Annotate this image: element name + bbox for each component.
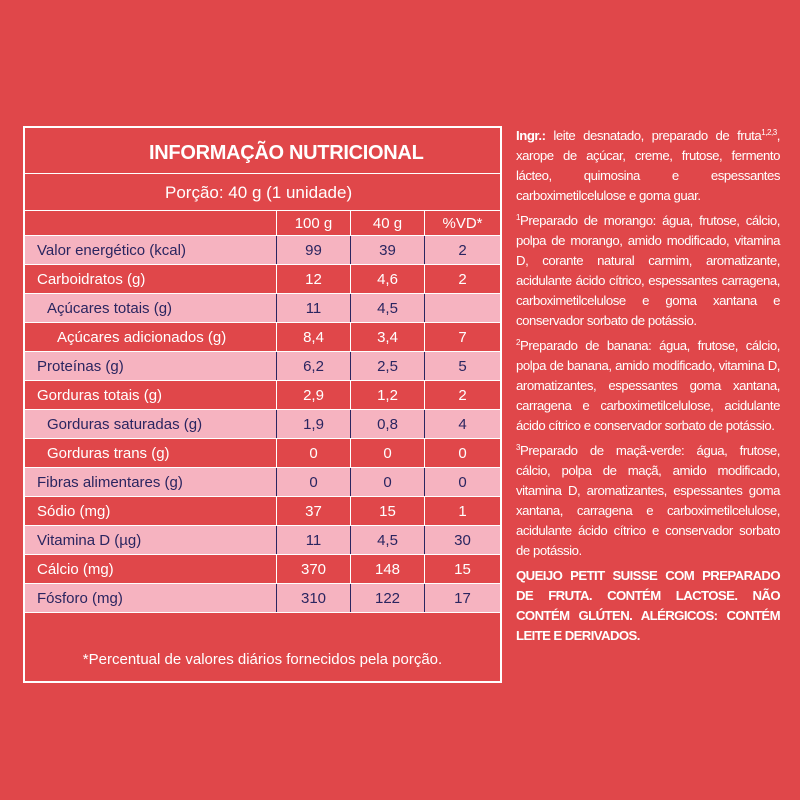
value-40g: 3,4 [350,323,424,351]
note-text: Preparado de banana: água, frutose, cálcio, polpa de banana, amido modificado, vitamina D, aromatizantes, espessantes goma xantana, carragena e carboximetilcelulose, acidulante ácido cítrico e conservador sorbato de potássio. [516,338,780,433]
ingredients-intro [516,126,780,206]
ingredients-text-rest: , xarope de açúcar, creme, frutose, fermento lácteo, quimosina e espessantes carboximetilcelulose e goma guar. [516,128,781,203]
value-vd: 7 [424,323,500,351]
value-vd: 1 [424,497,500,525]
nutrition-title: INFORMAÇÃO NUTRICIONAL [25,128,500,174]
table-row [25,584,500,613]
nutrient-name: Valor energético (kcal) [37,242,186,259]
value-40g: 4,5 [350,294,424,322]
nutrient-name: Açúcares totais (g) [47,300,173,317]
value-100g: 1,9 [276,410,350,438]
value-100g: 11 [276,526,350,554]
nutrient-name: Fibras alimentares (g) [37,474,183,491]
value-vd [424,294,500,322]
value-40g: 148 [350,555,424,583]
note-text: Preparado de morango: água, frutose, cálcio, polpa de morango, amido modificado, vitamina D, corante natural carmim, aromatizante, acidulante ácido cítrico, espessantes carragena, carboximetilcelulose e goma xantana e conservador sorbato de potássio. [516,213,780,328]
value-100g: 11 [276,294,350,322]
nutrient-name: Gorduras saturadas (g) [47,416,203,433]
value-100g: 37 [276,497,350,525]
value-100g: 6,2 [276,352,350,380]
value-vd: 2 [424,236,500,264]
ingredients-panel [516,126,780,646]
ingredients-text: leite desnatado, preparado de fruta [553,128,762,143]
table-row [25,439,500,468]
value-vd: 15 [424,555,500,583]
value-40g: 122 [350,584,424,612]
value-40g: 4,6 [350,265,424,293]
nutrient-name: Açúcares adicionados (g) [57,329,227,346]
table-row [25,352,500,381]
allergen-warning: QUEIJO PETIT SUISSE COM PREPARADO DE FRUTA. CONTÉM LACTOSE. NÃO CONTÉM GLÚTEN. ALÉRGICOS: CONTÉM LEITE E DERIVADOS. [516,568,780,643]
value-vd: 4 [424,410,500,438]
table-header-row [25,211,500,236]
value-vd: 30 [424,526,500,554]
table-footnote: *Percentual de valores diários fornecidos pela porção. [82,651,443,668]
ingredient-note-green-apple [516,441,780,561]
note-number: 3 [516,443,520,452]
ingredients-label: Ingr.: [516,128,546,143]
value-100g: 310 [276,584,350,612]
nutrient-name: Sódio (mg) [37,503,111,520]
value-100g: 99 [276,236,350,264]
table-row [25,294,500,323]
value-40g: 1,2 [350,381,424,409]
value-100g: 2,9 [276,381,350,409]
nutrition-table [23,126,502,683]
table-row [25,265,500,294]
ingredient-note-banana [516,336,780,436]
table-row [25,468,500,497]
value-40g: 39 [350,236,424,264]
value-vd: 2 [424,265,500,293]
value-40g: 2,5 [350,352,424,380]
note-number: 1 [516,213,520,222]
value-100g: 0 [276,439,350,467]
header-nutrient [25,211,276,235]
value-40g: 0 [350,468,424,496]
nutrient-name: Fósforo (mg) [37,590,123,607]
value-vd: 0 [424,439,500,467]
note-number: 2 [516,338,520,347]
table-row [25,410,500,439]
value-vd: 2 [424,381,500,409]
value-vd: 5 [424,352,500,380]
nutrient-name: Proteínas (g) [37,358,124,375]
note-text: Preparado de maçã-verde: água, frutose, cálcio, polpa de maçã, amido modificado, vitamina D, aromatizantes, espessantes goma xantana, carragena e carboximetilcelulose, acidulante ácido cítrico e conservador sorbato de potássio. [516,443,780,558]
nutrient-name: Cálcio (mg) [37,561,114,578]
ingredient-note-strawberry [516,211,780,331]
value-100g: 0 [276,468,350,496]
nutrient-name: Carboidratos (g) [37,271,146,288]
table-row [25,381,500,410]
header-vd: %VD* [424,211,500,235]
nutrient-name: Gorduras totais (g) [37,387,163,404]
value-40g: 0 [350,439,424,467]
nutrient-name: Vitamina D (µg) [37,532,142,549]
table-row [25,323,500,352]
value-40g: 4,5 [350,526,424,554]
value-40g: 15 [350,497,424,525]
table-row [25,236,500,265]
value-40g: 0,8 [350,410,424,438]
header-40g: 40 g [350,211,424,235]
portion-size: Porção: 40 g (1 unidade) [25,174,500,211]
value-100g: 8,4 [276,323,350,351]
value-100g: 12 [276,265,350,293]
nutrient-name: Gorduras trans (g) [47,445,170,462]
table-row [25,497,500,526]
ingredients-superscript: 1,2,3 [761,128,777,137]
value-vd: 17 [424,584,500,612]
value-vd: 0 [424,468,500,496]
value-100g: 370 [276,555,350,583]
header-100g: 100 g [276,211,350,235]
table-row [25,555,500,584]
table-row [25,526,500,555]
